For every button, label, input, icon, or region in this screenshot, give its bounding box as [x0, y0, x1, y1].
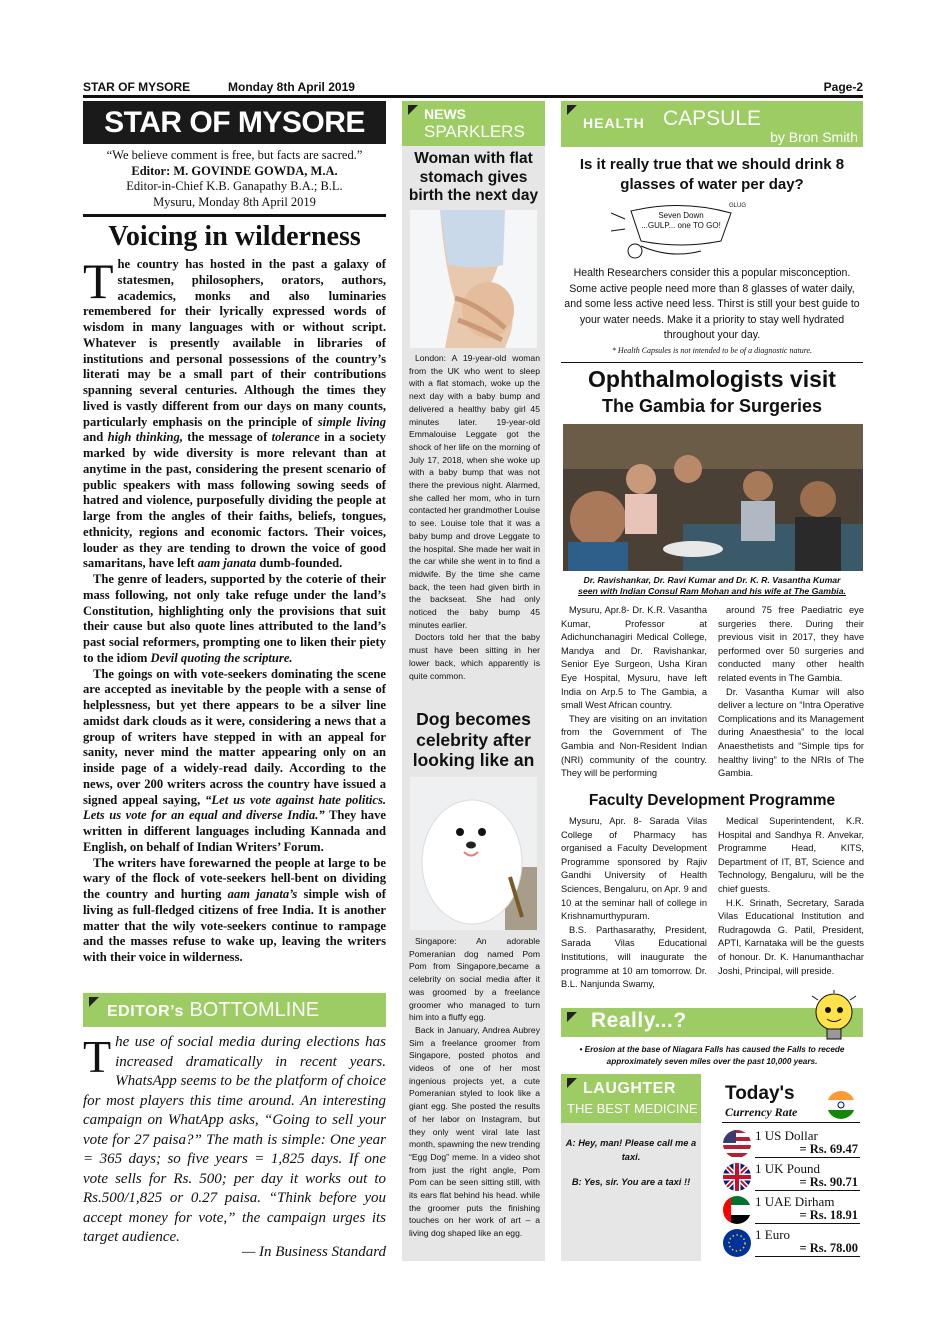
editorial-paragraph: The genre of leaders, supported by the coterie of their mass following, not only take refuge under the land’s Constitution, highlighting only the provisions that suit their cause but also quote lines attributed to the land’s past social reformers, prompting one to liken their piety to the idiom Devil quoting the scripture.: [83, 572, 386, 665]
editor-line: Editor: M. GOVINDE GOWDA, M.A.: [131, 163, 338, 178]
editors-bottomline-banner: EDITOR’s BOTTOMLINE: [83, 993, 386, 1027]
us-flag-icon: [722, 1129, 752, 1159]
photo-caption: Dr. Ravishankar, Dr. Ravi Kumar and Dr. K. R. Vasantha Kumar seen with Indian Consul Ram Mohan and his wife at The Gambia.: [578, 575, 846, 596]
divider: [83, 214, 386, 217]
banner-notch-icon: [567, 105, 577, 115]
news-sparklers-banner: NEWS SPARKLERS: [402, 101, 545, 146]
health-disclaimer: * Health Capsules is not intended to be of a diagnostic nature.: [611, 346, 813, 355]
currency-title: Today's: [725, 1083, 795, 1104]
health-body: Health Researchers consider this a popular misconception. Some active people need more than 8 glasses of water daily, and some less active need less. Thirst is still your best guide to your water needs. Make it a priority to stay well hydrated throughout your day.: [564, 267, 860, 341]
divider: [561, 362, 863, 363]
joke-line-a: A: Hey, man! Please call me a taxi.: [565, 1138, 697, 1162]
top-bar: [83, 78, 863, 98]
joke-line-b: B: Yes, sir. You are a taxi !!: [571, 1177, 691, 1187]
cartoon-speech: Seven Down ...GULP... one TO GO!: [641, 211, 721, 230]
faculty-dev-body-col1: Mysuru, Apr. 8- Sarada Vilas College of Pharmacy has organised a Faculty Development Programme sponsored by Rajiv Gandhi University of Health Sciences, Bengaluru, on Apr. 9 and 10 at the seminar hall of college in Krishnamurthypuram. B.S. Parthasarathy, President, Sarada Vilas Educational Institutions, will inaugurate the programme at 10 am tomorrow. Dr. B.L. Nanjunda Swamy,: [561, 816, 707, 990]
really-banner: Really...?: [561, 1008, 863, 1037]
currency-row: 1 Euro = Rs. 78.00: [722, 1225, 860, 1257]
divider: [722, 1122, 860, 1123]
editorial-paragraph: The writers have forewarned the people at large to be wary of the flock of vote-seekers hell-bent on dividing the country and hurting aam janata’s simple wish of living as full-fledged citizens of free India. It is another matter that the wily vote-seekers continue to rampage and the masses refuse to wake up, leaving the writers with their voice in wilderness.: [83, 855, 387, 964]
cartoon-tag: GLUG: [729, 203, 747, 209]
india-flag-icon: [826, 1090, 856, 1120]
story-body: London: A 19-year-old woman from the UK who went to sleep with a flat stomach, woke up the next day with a baby bump and delivered a healthy baby girl 45 minutes later. 19-year-old Emmalouise Leggate got the shock of her life on the morning of July 17, 2018, when she woke up with a baby bump that was not there the previous night. Alarmed, she called her mom, who in turn contacted her grandmother Louise to see. Louise tole that it was a baby bump and drove Leggate to the hospital. She made her wait in the car while she went in to find a midwife. By the time she came back, the teen had given birth in the backseat. She had only noticed the baby bump 45 minutes earlier. Doctors told her that the baby must have been sitting in her lower back, which apparently is quite common.: [409, 353, 540, 681]
bottomline-source: — In Business Standard: [241, 1244, 386, 1260]
currency-row: 1 US Dollar = Rs. 69.47: [722, 1126, 860, 1158]
motto: “We believe comment is free, but facts are sacred.”: [106, 148, 363, 162]
health-question: Is it really true that we should drink 8 glasses of water per day?: [579, 156, 845, 193]
eu-flag-icon: [722, 1228, 752, 1258]
currency-row: 1 UAE Dirham = Rs. 18.91: [722, 1192, 860, 1224]
pregnant-woman-photo: [410, 210, 537, 348]
page-number: Page-2: [823, 80, 863, 94]
issue-date: Monday 8th April 2019: [228, 80, 355, 94]
egg-dog-photo: [410, 777, 537, 930]
editorial-paragraph: The goings on with vote-seekers dominating the scene are accepted as inevitable by the people with a sense of helplessness, but yet there appears to be a silver line amidst dark clouds as it were, considering a news that a group of writers have stepped in with an appeal for sanity, never mind the matter appearing only on an inside page of a widely-read daily. According to the news, over 200 writers across the country have issued a signed appeal saying, “Let us vote against hate politics. Lets us vote for an equal and diverse India.” They have written in different languages including Kannada and English, on behalf of Indian Writers’ Forum.: [83, 666, 386, 854]
drop-cap: T: [83, 253, 114, 309]
banner-notch-icon: [567, 1078, 577, 1088]
story-body: Singapore: An adorable Pomeranian dog named Pom Pom from Singapore,became a celebrity on social media after it was groomed by a freelance groomer who managed to turn him into a fluffy egg. Back in January, Andrea Aubrey Sim a freelance groomer from Singapore, posted photos and videos of one of her most ingenious projects yet, a cute Pomeranian styled to look like a giant egg. She posted the results of her labor on Instagram, but they only went viral late last month, spawning the new trending “Egg Dog” meme. In a video shot from just the right angle, Pom Pom can be seen sitting still, with its ears flat behind his head. while the groomer puts the finishing touches on her work of art – a living dog shaped like an egg.: [409, 936, 540, 1239]
faculty-dev-body-col2: Medical Superintendent, K.R. Hospital and Sandhya R. Anvekar, Programme Head, KITS, Department of IT, BT, Science and Technology, Bengaluru, will be the chief guests. H.K. Srinath, Secretary, Sarada Vilas Educational Institution and Rudragowda G. Patil, President, APTI, Karnataka will be the guests of honour. Dr. K. Hanumanthachar Joshi, Principal, will preside.: [718, 816, 864, 976]
laughter-banner: LAUGHTER THE BEST MEDICINE: [561, 1074, 701, 1123]
drop-cap: T: [83, 1031, 112, 1082]
editorial-headline: Voicing in wilderness: [108, 221, 361, 252]
editorial-body: [83, 253, 387, 966]
banner-notch-icon: [408, 105, 418, 115]
editorial-paragraph: The country has hosted in the past a galaxy of statesmen, philosophers, orators, authors, academics, monks and also luminaries remembered for their lyrically expressed words of wisdom in many languages with or without script. Whatever is presently available in libraries of institutions and personal possessions of the country’s literati may be a small part of their contributions spanning several centuries. Although the times they lived is vastly different from our days on many counts, particularly emphasis on the principle of simple living and high thinking, the message of tolerance in a society marked by wide diversity is more relevant than at anytime in the past, considering the present scenario of public speakers with mass following sowing seeds of hatred and violence, purposefully dividing the people at large from the angles of their faiths, beliefs, tongues, ethnicity, regions and economic factors. Their voices, louder as they are tending to drown the voice of good samaritans, have left aam janata dumb-founded.: [83, 253, 386, 571]
banner-notch-icon: [89, 997, 99, 1007]
doctors-group-photo: [563, 424, 863, 571]
bottomline-text: The use of social media during elections has increased dramatically in recent years. WhatsApp seems to be the platform of choice for most players this time around. An interesting campaign on WhatApp asks, “Going to sell your vote for 27 paisa?” The math is simple: One year = 365 days; so five years = 1,825 days. If one vote sells for Rs. 500; per day it works out to Rs.500/1,825 or 0.27 paisa. “Think before you accept money for vote,” the campaign urges its target audience.: [83, 1031, 386, 1245]
ophthalmologists-subheadline: The Gambia for Surgeries: [601, 396, 823, 416]
currency-subtitle: Currency Rate: [725, 1105, 798, 1119]
lightbulb-icon: [808, 990, 860, 1046]
masthead-logo: STAR OF MYSORE: [83, 101, 386, 144]
paper-name: STAR OF MYSORE: [83, 80, 191, 94]
currency-row: 1 UK Pound = Rs. 90.71: [722, 1159, 860, 1191]
dateline: Mysuru, Monday 8th April 2019: [153, 194, 316, 209]
health-capsule-banner: HEALTH CAPSULE by Bron Smith: [561, 101, 863, 147]
ophthalmologists-body-col1: Mysuru, Apr.8- Dr. K.R. Vasantha Kumar, Professor at Adichunchanagiri Medical College, Mandya and Dr. Ravishankar, Senior Eye Surgeon, Usha Kiran Eye Hospital, Mysuru, have left India on Arp.5 to The Gambia, a small West African country. They are visiting on an invitation from the Government of The Gambia and Non-Resident Indian (NRI) community of the country. They will be performing: [561, 605, 707, 779]
uk-flag-icon: [722, 1162, 752, 1192]
water-cartoon: [611, 201, 751, 262]
masthead-info: [83, 148, 386, 210]
story-title: Dog becomes celebrity after looking like an: [412, 709, 535, 770]
banner-notch-icon: [567, 1012, 577, 1022]
editor-in-chief-line: Editor-in-Chief K.B. Ganapathy B.A.; B.L.: [126, 179, 343, 193]
really-fact: • Erosion at the base of Niagara Falls has caused the Falls to recede approximately seven miles over the past 10,000 years.: [579, 1045, 845, 1066]
ophthalmologists-body-col2: around 75 free Paediatric eye surgeries there. During their previous visit in 2017, they have performed over 50 surgeries and conducted many other health related events in The Gambia. Dr. Vasantha Kumar will also deliver a lecture on “Intra Operative Complications and its Management during Anaesthesia” to the local Anaesthetists and “Simple tips for healthy living” to the NRIs of The Gambia.: [718, 605, 864, 779]
story-title: Woman with flat stomach gives birth the next day: [408, 150, 539, 204]
faculty-dev-headline: Faculty Development Programme: [588, 792, 836, 809]
ophthalmologists-headline: Ophthalmologists visit: [588, 366, 836, 392]
uae-flag-icon: [722, 1195, 752, 1225]
